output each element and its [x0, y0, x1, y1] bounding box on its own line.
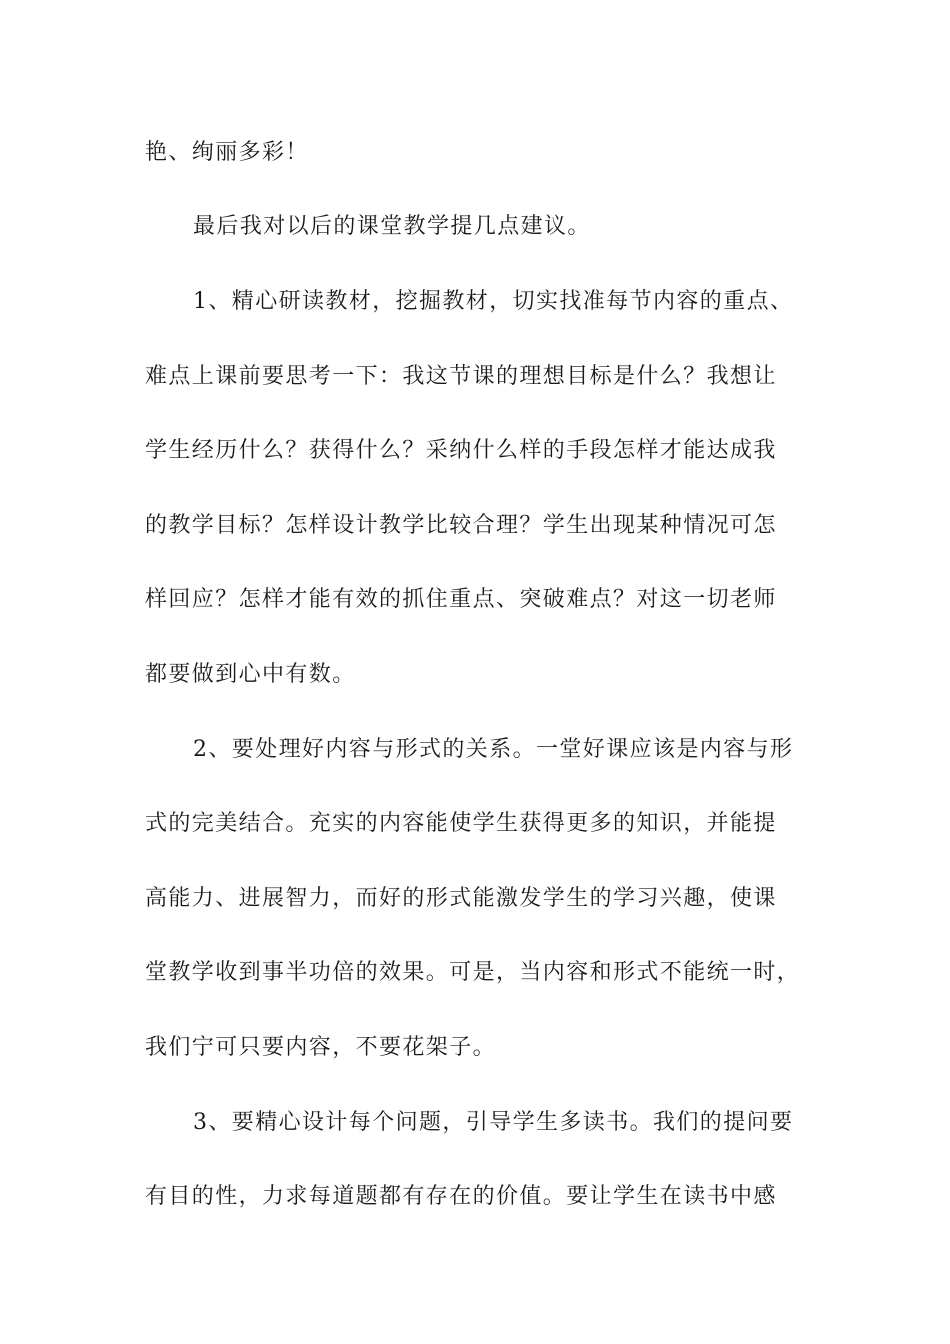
text-line: 最后我对以后的课堂教学提几点建议。 [193, 214, 591, 239]
text-line: 艳、绚丽多彩！ [145, 140, 309, 165]
text-line: 堂教学收到事半功倍的效果。可是，当内容和形式不能统一时， [145, 960, 801, 985]
text-line: 都要做到心中有数。 [145, 662, 356, 687]
text-line: 有目的性，力求每道题都有存在的价值。要让学生在读书中感 [145, 1184, 777, 1209]
text-line: 式的完美结合。充实的内容能使学生获得更多的知识，并能提 [145, 811, 777, 836]
text-line: 样回应？怎样才能有效的抓住重点、突破难点？对这一切老师 [145, 587, 777, 612]
text-line: 难点上课前要思考一下：我这节课的理想目标是什么？我想让 [145, 364, 777, 389]
text-line: 学生经历什么？获得什么？采纳什么样的手段怎样才能达成我 [145, 438, 777, 463]
text-line: 2、要处理好内容与形式的关系。一堂好课应该是内容与形 [193, 737, 794, 762]
text-line: 3、要精心设计每个问题，引导学生多读书。我们的提问要 [193, 1110, 794, 1135]
text-line: 我们宁可只要内容，不要花架子。 [145, 1035, 497, 1060]
text-line: 的教学目标？怎样设计教学比较合理？学生出现某种情况可怎 [145, 513, 777, 538]
text-line: 1、精心研读教材，挖掘教材，切实找准每节内容的重点、 [193, 289, 794, 314]
text-line: 高能力、进展智力，而好的形式能激发学生的学习兴趣，使课 [145, 886, 777, 911]
